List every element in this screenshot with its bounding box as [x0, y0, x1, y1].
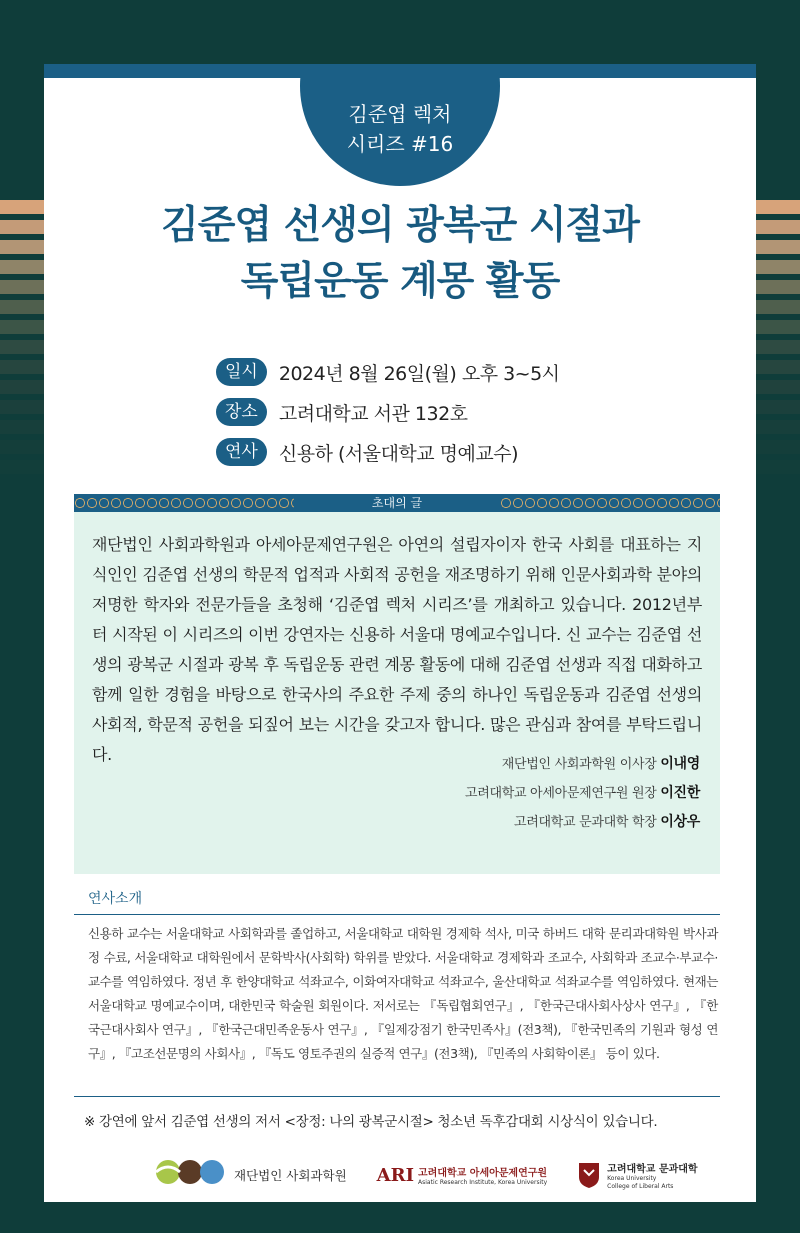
- ari-mark: ARI: [376, 1164, 415, 1186]
- right-decorative-stripes: [754, 200, 800, 480]
- sponsor-logos: [154, 1158, 728, 1192]
- date-tag: 일시: [216, 358, 267, 386]
- iss-logo: [154, 1158, 347, 1192]
- title-line2: 독립운동 계몽 활동: [240, 259, 560, 304]
- invitation-body: 재단법인 사회과학원과 아세아문제연구원은 아연의 설립자이자 한국 사회를 대표하는 지식인인 김준엽 선생의 학문적 업적과 사회적 공헌을 재조명하기 위해 인문사회과학 분야의 저명한 학자와 전문가들을 초청해 ‘김준엽 렉처 시리즈’를 개최하고 있습니다. 2012년부터 시작된 이 시리즈의 이번 강연자는 신용하 서울대 명예교수입니다. 신 교수는 김준엽 선생의 광복군 시절과 광복 후 독립운동 관련 계몽 활동에 대해 김준엽 선생과 직접 대화하고 함께 일한 경험을 바탕으로 한국사의 주요한 주제 중의 하나인 독립운동과 김준엽 선생의 사회적, 학문적 공헌을 되짚어 보는 시간을 갖고자 합니다. 많은 관심과 참여를 부탁드립니다.: [92, 535, 702, 764]
- venue-value: 고려대학교 서관 132호: [278, 402, 468, 425]
- divider: [74, 1096, 720, 1097]
- speaker-intro-heading: 연사소개: [88, 891, 143, 907]
- org1-name: 재단법인 사회과학원: [234, 1168, 347, 1183]
- series-badge-line1: 김준엽 렉처: [348, 102, 452, 126]
- invitation-header-bar: [74, 494, 720, 512]
- org3-name: 고려대학교 문과대학: [607, 1163, 698, 1175]
- signer-1: 재단법인 사회과학원 이사장 이내영: [501, 756, 700, 772]
- left-decorative-stripes: [0, 200, 46, 480]
- series-badge: [300, 64, 500, 186]
- invitation-box: [74, 512, 720, 874]
- title-line1: 김준엽 선생의 광복군 시절과: [161, 203, 639, 248]
- org2-sub: Asiatic Research Institute, Korea University: [418, 1178, 548, 1186]
- iss-logo-icon: [154, 1158, 228, 1192]
- event-note: ※ 강연에 앞서 김준엽 선생의 저서 <장정: 나의 광복군시절> 청소년 독후감대회 시상식이 있습니다.: [84, 1114, 658, 1130]
- signers-list: [465, 750, 700, 837]
- ornament-pattern-left: [74, 494, 294, 512]
- info-row-venue: [216, 392, 560, 432]
- ari-logo: [377, 1164, 548, 1187]
- invitation-heading: 초대의 글: [371, 496, 423, 510]
- org2-name: 고려대학교 아세아문제연구원: [418, 1167, 548, 1179]
- ku-liberal-arts-logo: [577, 1160, 697, 1191]
- signer-2: 고려대학교 아세아문제연구원 원장 이진한: [464, 785, 700, 801]
- event-info: [216, 352, 560, 472]
- speaker-value: 신용하 (서울대학교 명예교수): [278, 442, 519, 465]
- divider: [74, 914, 720, 915]
- date-value: 2024년 8월 26일(월) 오후 3~5시: [278, 362, 560, 385]
- series-badge-line2: 시리즈 #16: [346, 132, 454, 156]
- poster-card: [44, 64, 756, 1202]
- lecture-title: [44, 198, 756, 310]
- ornament-pattern-right: [500, 494, 720, 512]
- ku-crest-icon: [577, 1161, 601, 1189]
- signer-3: 고려대학교 문과대학 학장 이상우: [513, 814, 700, 830]
- speaker-intro-body: 신용하 교수는 서울대학교 사회학과를 졸업하고, 서울대학교 대학원 경제학 석사, 미국 하버드 대학 문리과대학원 박사과정 수료, 서울대학교 대학원에서 문학박사(사회학) 학위를 받았다. 서울대학교 경제학과 조교수, 사회학과 조교수·부교수·교수를 역임하였다. 정년 후 한양대학교 석좌교수, 이화여자대학교 석좌교수, 울산대학교 석좌교수를 역임하였다. 현재는 서울대학교 명예교수이며, 대한민국 학술원 회원이다. 저서로는 『독립협회연구』, 『한국근대사회사상사 연구』, 『한국근대사회사 연구』, 『한국근대민족운동사 연구』, 『일제강점기 한국민족사』(전3책), 『한국민족의 기원과 형성 연구』, 『고조선문명의 사회사』, 『독도 영토주권의 실증적 연구』(전3책), 『민족의 사회학이론』 등이 있다.: [88, 926, 718, 1061]
- venue-tag: 장소: [216, 398, 267, 426]
- speaker-tag: 연사: [216, 438, 267, 466]
- org3-sub1: Korea University: [607, 1174, 657, 1182]
- info-row-speaker: [216, 432, 560, 472]
- org3-sub2: College of Liberal Arts: [607, 1182, 674, 1190]
- info-row-date: [216, 352, 560, 392]
